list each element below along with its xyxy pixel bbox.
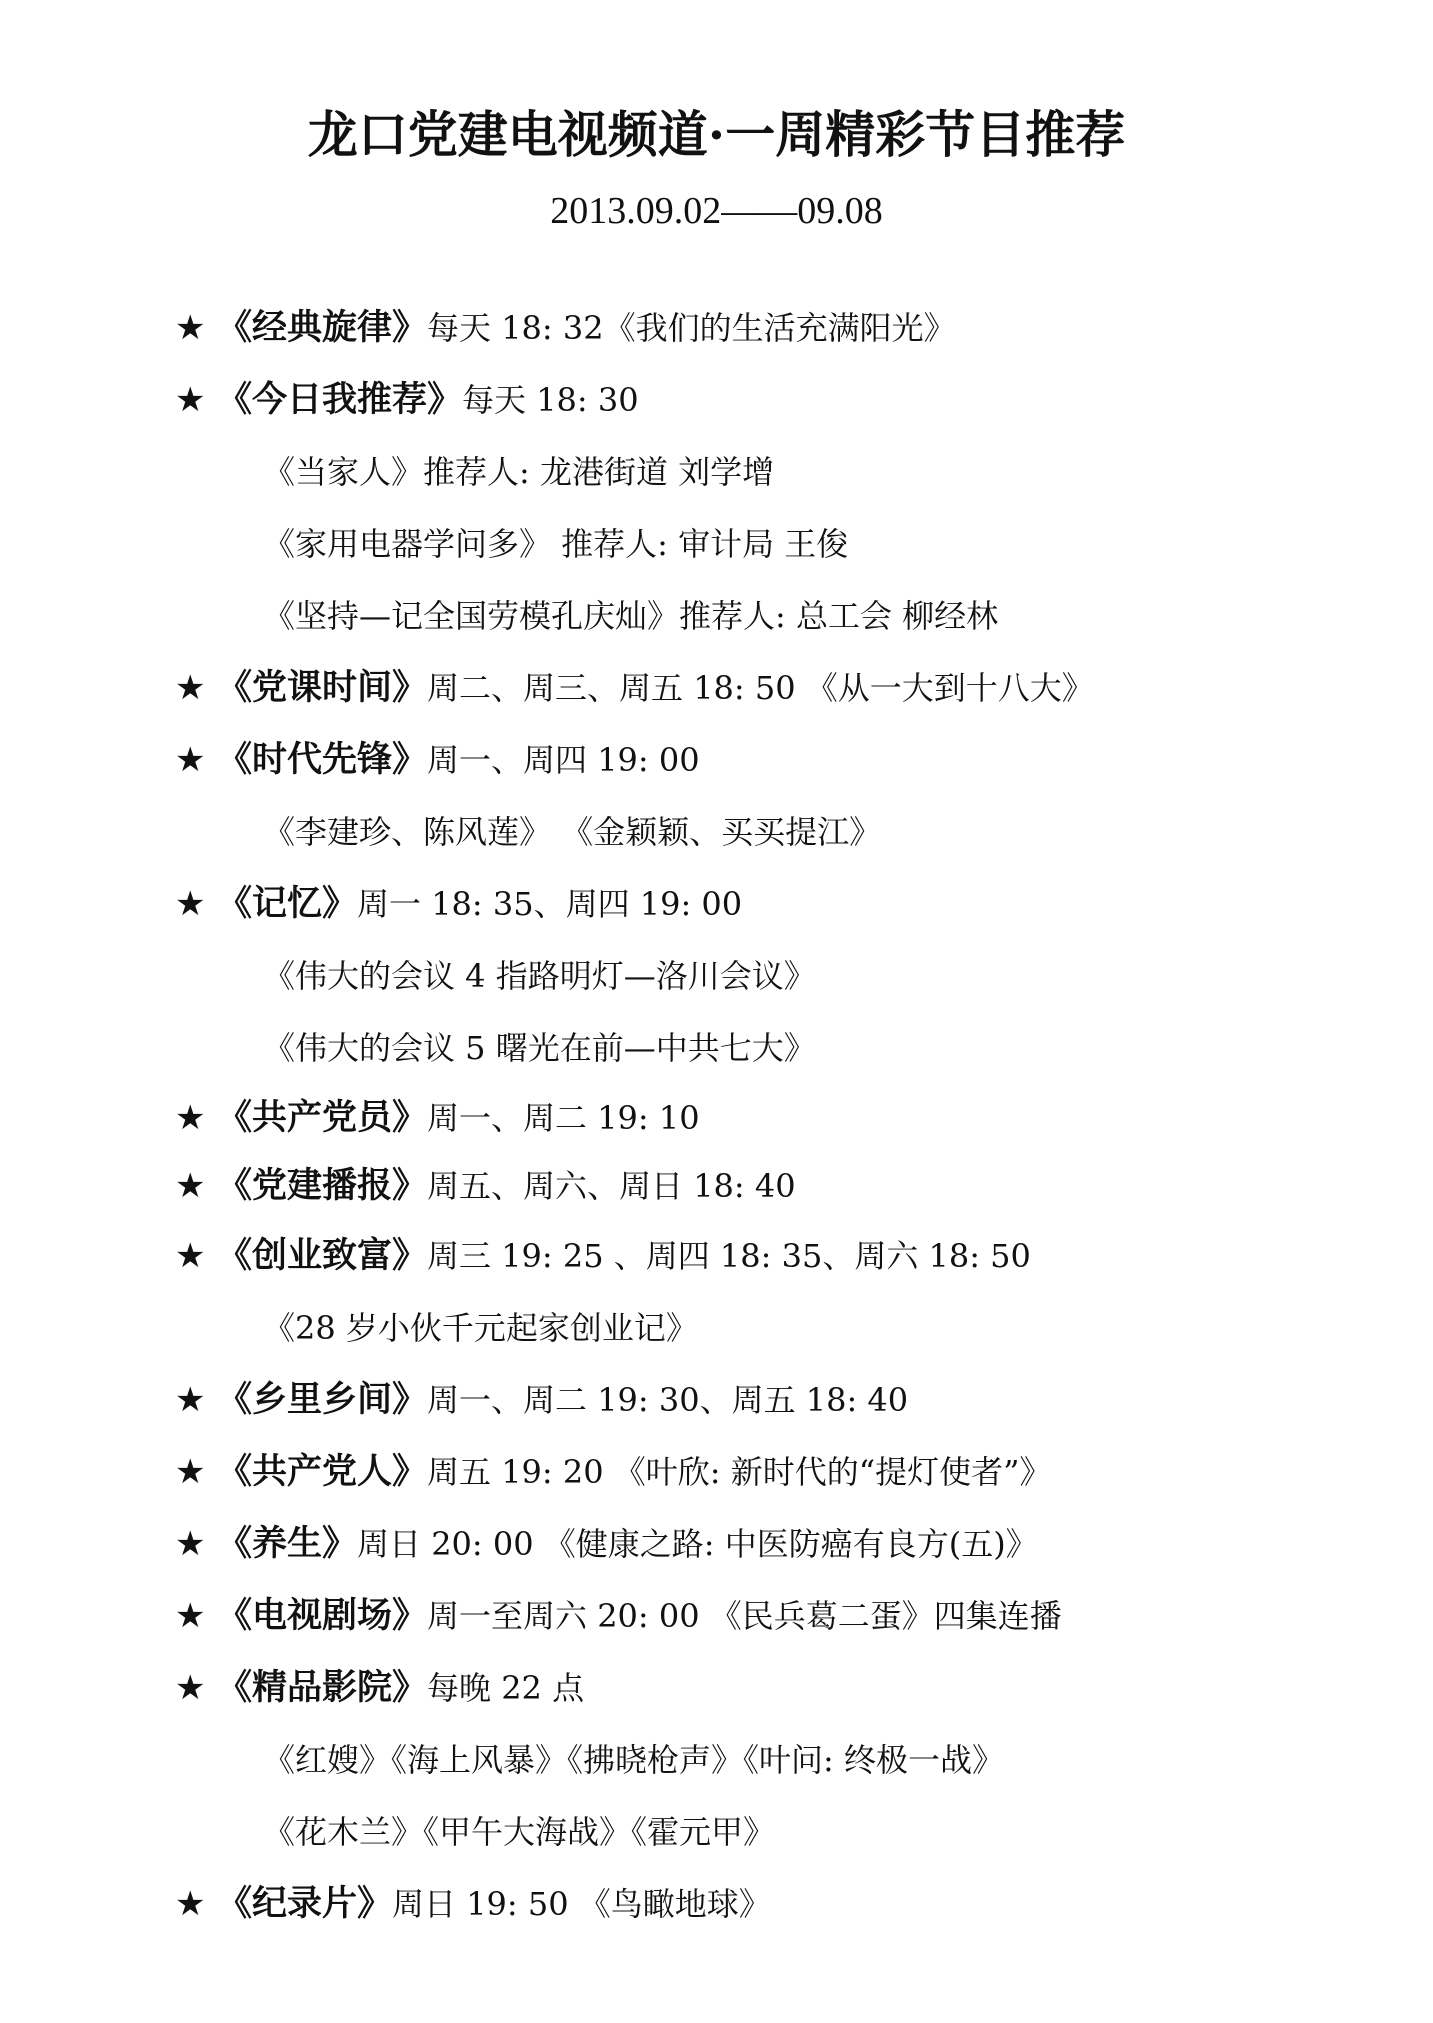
episode-row: 《花木兰》《甲午大海战》《霍元甲》 (263, 1813, 776, 1851)
star-icon: ★ (175, 308, 206, 348)
program-name: 《养生》 (217, 1523, 358, 1564)
star-icon: ★ (175, 380, 206, 420)
program-name: 《纪录片》 (217, 1883, 393, 1924)
star-icon: ★ (175, 1668, 206, 1708)
program-detail: 周一、周二 19: 30、周五 18: 40 (427, 1381, 909, 1419)
program-detail: 每天 18: 30 (462, 381, 639, 419)
program-name: 《乡里乡间》 (217, 1379, 428, 1420)
program-name: 《创业致富》 (217, 1235, 428, 1276)
program-name: 《记忆》 (217, 883, 358, 924)
episode-row: 《伟大的会议 4 指路明灯—洛川会议》 (263, 957, 816, 995)
program-detail: 周五、周六、周日 18: 40 (427, 1167, 796, 1205)
page-title: 龙口党建电视频道·一周精彩节目推荐 (307, 105, 1126, 164)
program-detail: 周一、周二 19: 10 (427, 1099, 700, 1137)
program-row (175, 1152, 1395, 1220)
program-name: 《党课时间》 (217, 667, 428, 708)
program-schedule (175, 292, 1395, 1940)
program-name: 《时代先锋》 (217, 739, 428, 780)
program-name: 《今日我推荐》 (217, 379, 463, 420)
star-icon: ★ (175, 740, 206, 780)
episode-row: 《伟大的会议 5 曙光在前—中共七大》 (263, 1029, 816, 1067)
program-row (175, 1580, 1395, 1652)
program-row (175, 1364, 1395, 1436)
episode-row: 《李建珍、陈风莲》 《金颖颖、买买提江》 (263, 813, 882, 851)
program-detail: 周一至周六 20: 00 《民兵葛二蛋》四集连播 (427, 1597, 1062, 1635)
star-icon: ★ (175, 1166, 206, 1206)
episode-row: 《红嫂》《海上风暴》《拂晓枪声》《叶问: 终极一战》 (263, 1741, 1004, 1779)
program-row (175, 364, 1395, 436)
episode-row: 《当家人》推荐人: 龙港街道 刘学增 (263, 453, 775, 491)
episode-row: 《家用电器学问多》 推荐人: 审计局 王俊 (263, 525, 849, 563)
episode-row: 《28 岁小伙千元起家创业记》 (263, 1309, 698, 1347)
program-row (175, 724, 1395, 796)
program-name: 《经典旋律》 (217, 307, 428, 348)
star-icon: ★ (175, 668, 206, 708)
program-name: 《共产党人》 (217, 1451, 428, 1492)
program-detail: 周一、周四 19: 00 (427, 741, 700, 779)
program-name: 《共产党员》 (217, 1097, 428, 1138)
program-detail: 周二、周三、周五 18: 50 《从一大到十八大》 (427, 669, 1094, 707)
star-icon: ★ (175, 1884, 206, 1924)
program-detail: 周三 19: 25 、周四 18: 35、周六 18: 50 (427, 1237, 1031, 1275)
star-icon: ★ (175, 884, 206, 924)
program-row (175, 1652, 1395, 1724)
program-row (175, 1084, 1395, 1152)
program-detail: 周日 20: 00 《健康之路: 中医防癌有良方(五)》 (357, 1525, 1038, 1563)
program-detail: 周五 19: 20 《叶欣: 新时代的“提灯使者”》 (427, 1453, 1052, 1491)
star-icon: ★ (175, 1380, 206, 1420)
program-detail: 每晚 22 点 (427, 1669, 585, 1707)
program-row (175, 292, 1395, 364)
program-row (175, 868, 1395, 940)
star-icon: ★ (175, 1236, 206, 1276)
program-name: 《党建播报》 (217, 1165, 428, 1206)
program-name: 《精品影院》 (217, 1667, 428, 1708)
star-icon: ★ (175, 1524, 206, 1564)
date-range: 2013.09.02——09.08 (550, 190, 883, 232)
program-detail: 周一 18: 35、周四 19: 00 (357, 885, 743, 923)
star-icon: ★ (175, 1452, 206, 1492)
program-detail: 周日 19: 50 《鸟瞰地球》 (392, 1885, 771, 1923)
star-icon: ★ (175, 1098, 206, 1138)
star-icon: ★ (175, 1596, 206, 1636)
episode-row: 《坚持—记全国劳模孔庆灿》推荐人: 总工会 柳经林 (263, 597, 999, 635)
program-row (175, 652, 1395, 724)
program-row (175, 1220, 1395, 1292)
program-row (175, 1508, 1395, 1580)
program-row (175, 1868, 1395, 1940)
program-detail: 每天 18: 32《我们的生活充满阳光》 (427, 309, 956, 347)
program-name: 《电视剧场》 (217, 1595, 428, 1636)
program-row (175, 1436, 1395, 1508)
